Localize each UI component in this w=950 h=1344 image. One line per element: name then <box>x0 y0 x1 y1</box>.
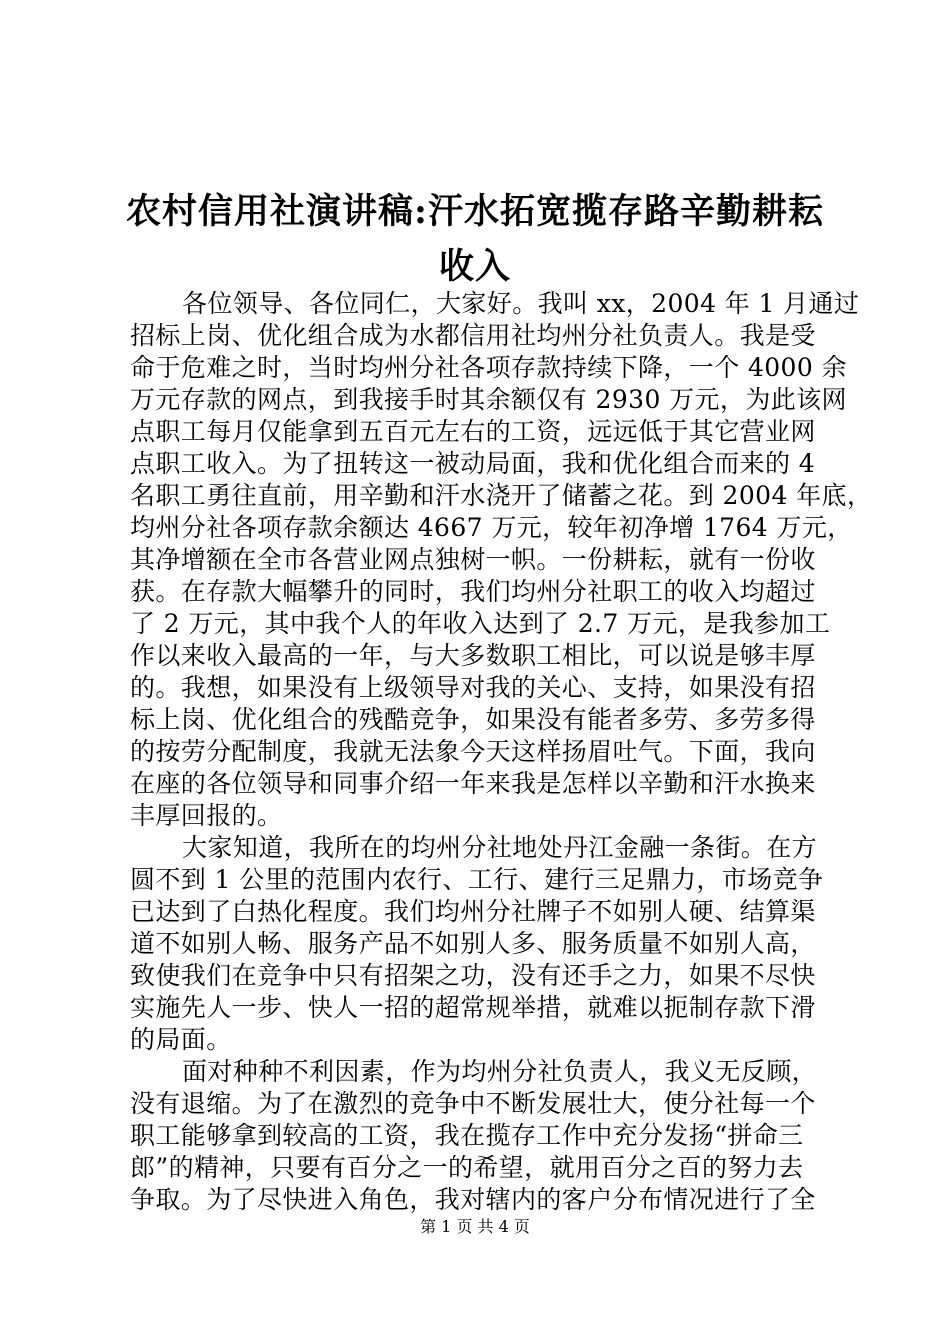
body-line: 实施先人一步、快人一招的超常规举措，就难以扼制存款下滑 <box>130 993 816 1022</box>
body-line: 招标上岗、优化组合成为水都信用社均州分社负责人。我是受 <box>130 321 816 350</box>
body-line: 面对种种不利因素，作为均州分社负责人，我义无反顾， <box>182 1057 818 1086</box>
body-line: 致使我们在竞争中只有招架之功，没有还手之力，如果不尽快 <box>130 961 816 990</box>
body-line: 标上岗、优化组合的残酷竞争，如果没有能者多劳、多劳多得 <box>130 705 816 734</box>
body-line: 了 2 万元，其中我个人的年收入达到了 2.7 万元，是我参加工 <box>130 609 831 638</box>
body-line: 的局面。 <box>130 1025 232 1054</box>
body-line: 大家知道，我所在的均州分社地处丹江金融一条街。在方 <box>182 833 818 862</box>
document-title-line-2: 收入 <box>438 246 511 287</box>
body-line: 的按劳分配制度，我就无法象今天这样扬眉吐气。下面，我向 <box>130 737 816 766</box>
body-line: 万元存款的网点，到我接手时其余额仅有 2930 万元，为此该网 <box>130 385 847 414</box>
body-line: 作以来收入最高的一年，与大多数职工相比，可以说是够丰厚 <box>130 641 816 670</box>
body-line: 各位领导、各位同仁，大家好。我叫 xx，2004 年 1 月通过 <box>182 289 860 318</box>
body-line: 其净增额在全市各营业网点独树一帜。一份耕耘，就有一份收 <box>130 545 816 574</box>
body-line: 获。在存款大幅攀升的同时，我们均州分社职工的收入均超过 <box>130 577 816 606</box>
body-line: 的。我想，如果没有上级领导对我的关心、支持，如果没有招 <box>130 673 816 702</box>
body-line: 没有退缩。为了在激烈的竞争中不断发展壮大，使分社每一个 <box>130 1089 816 1118</box>
body-line: 道不如别人畅、服务产品不如别人多、服务质量不如别人高， <box>130 929 816 958</box>
body-line: 丰厚回报的。 <box>130 801 283 830</box>
body-line: 圆不到 1 公里的范围内农行、工行、建行三足鼎力，市场竞争 <box>130 865 824 894</box>
page-footer: 第 1 页 共 4 页 <box>420 1217 530 1236</box>
body-line: 职工能够拿到较高的工资，我在揽存工作中充分发扬“拼命三 <box>130 1121 804 1150</box>
body-line: 点职工每月仅能拿到五百元左右的工资，远远低于其它营业网 <box>130 417 816 446</box>
document-title-line-1: 农村信用社演讲稿:汗水拓宽揽存路辛勤耕耘 <box>126 191 824 232</box>
body-line: 争取。为了尽快进入角色，我对辖内的客户分布情况进行了全 <box>130 1185 816 1214</box>
body-line: 已达到了白热化程度。我们均州分社牌子不如别人硬、结算渠 <box>130 897 816 926</box>
body-line: 名职工勇往直前，用辛勤和汗水浇开了储蓄之花。到 2004 年底， <box>130 481 873 510</box>
body-line: 命于危难之时，当时均州分社各项存款持续下降，一个 4000 余 <box>130 353 847 382</box>
body-line: 均州分社各项存款余额达 4667 万元，较年初净增 1764 万元， <box>130 513 853 542</box>
body-line: 郎”的精神，只要有百分之一的希望，就用百分之百的努力去 <box>130 1153 804 1182</box>
body-line: 在座的各位领导和同事介绍一年来我是怎样以辛勤和汗水换来 <box>130 769 816 798</box>
document-body <box>130 288 873 1216</box>
body-line: 点职工收入。为了扭转这一被动局面，我和优化组合而来的 4 <box>130 449 816 478</box>
